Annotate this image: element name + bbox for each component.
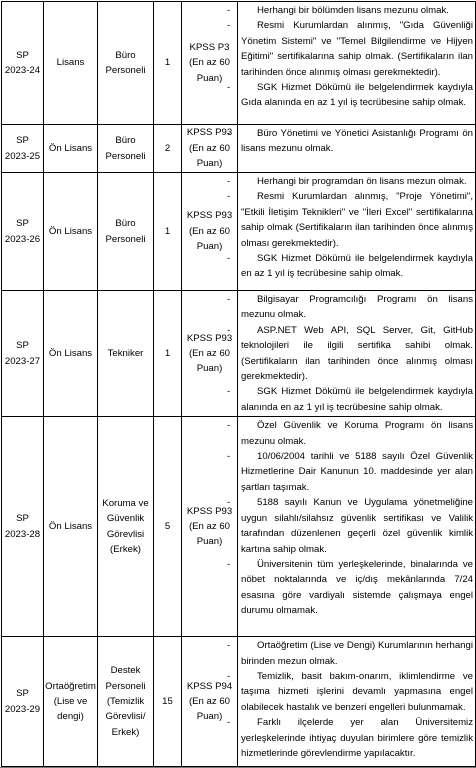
education-level-cell: [44, 291, 98, 417]
kpss-score-cell-line: Puan): [196, 241, 223, 253]
requirement-item: - 5188 sayılı Kanun ve Uygulama yönetmeliğine uygun silahlı/silahsız güvenlik sertifikası ve Valilik tarafından düzenlenen geçerli özel güvenlik kimlik kartına sahip olmak.: [241, 495, 473, 557]
kpss-score-cell-line: KPSS P93: [186, 127, 233, 139]
requirements-list: [241, 292, 473, 415]
quota-count-cell-value: 5: [164, 521, 171, 533]
quota-count-cell: [154, 291, 182, 417]
requirement-item: - Bilgisayar Programcılığı Programı ön lisans mezunu olmak.: [241, 292, 473, 323]
ilan-code-cell: [2, 125, 44, 173]
requirements-cell: [238, 173, 476, 291]
position-title-cell: [98, 291, 154, 417]
requirements-cell: [238, 291, 476, 417]
requirement-item: - 10/06/2004 tarihli ve 5188 sayılı Özel Güvenlik Hizmetlerine Dair Kanunun 10. maddesinde yer alan şartları taşımak.: [241, 449, 473, 495]
ilan-code-cell-line: 2023-27: [4, 355, 41, 367]
ilan-code-cell-line: SP: [16, 135, 29, 147]
ilan-code-cell-line: 2023-24: [4, 65, 41, 76]
requirements-list: [241, 418, 473, 618]
requirement-item: - Büro Yönetimi ve Yönetici Asistanlığı Programı ön lisans mezunu olmak.: [241, 126, 473, 157]
requirement-item: - Ortaöğretim (Lise ve Dengi) Kurumlarının herhangi birinden mezun olmak.: [241, 638, 473, 669]
kpss-score-cell-line: KPSS P94: [186, 680, 233, 692]
position-title-cell-line: Koruma ve: [102, 497, 149, 509]
education-level-cell: [44, 637, 98, 767]
requirement-item: - Üniversitenin tüm yerleşkelerinde, binalarında ve nöbet noktalarında ve iç/dış mekânlarında 7/24 esasına göre vardiyalı sistemde çalışmaya engel durumu olmamak.: [241, 557, 473, 619]
position-title-cell: [98, 125, 154, 173]
requirement-item: - SGK Hizmet Dökümü ile belgelendirmek kaydıyla en az 1 yıl iş tecrübesine sahip olmak.: [241, 251, 473, 282]
quota-count-cell: [154, 417, 182, 637]
table-row: [2, 173, 476, 291]
education-level-cell: [44, 417, 98, 637]
position-requirements-table: [1, 1, 476, 767]
education-level-cell-line: Ön Lisans: [48, 347, 93, 359]
kpss-score-cell-line: KPSS P3: [189, 41, 230, 53]
position-title-cell-line: Büro: [115, 218, 136, 230]
kpss-score-cell-line: Puan): [196, 536, 223, 548]
education-level-cell: [44, 125, 98, 173]
quota-count-cell: [154, 637, 182, 767]
quota-count-cell: [154, 125, 182, 173]
requirements-list: [241, 126, 473, 157]
position-title-cell-line: Büro: [115, 49, 136, 61]
kpss-score-cell-line: (En az 60: [188, 347, 231, 359]
ilan-code-cell: [2, 417, 44, 637]
requirement-item: - Herhangi bir bölümden lisans mezunu olmak.: [241, 3, 473, 18]
requirements-list: [241, 638, 473, 761]
education-level-cell-line: Ön Lisans: [48, 142, 93, 154]
requirement-item: - SGK Hizmet Dökümü ile belgelendirmek kaydıyla alanında en az 1 yıl iş tecrübesine sahip olmak.: [241, 384, 473, 415]
ilan-code-cell: [2, 291, 44, 417]
education-level-cell-line: dengi): [57, 711, 84, 723]
kpss-score-cell-line: (En az 60: [188, 57, 231, 69]
position-title-cell-line: Güvenlik: [106, 513, 145, 525]
ilan-code-cell: [2, 637, 44, 767]
position-title-cell-line: Personeli: [105, 680, 146, 692]
education-level-cell: [44, 173, 98, 291]
ilan-code-cell: [2, 2, 44, 125]
ilan-code-cell-line: SP: [16, 688, 29, 700]
requirement-item: - Resmi Kurumlardan alınmış, "Proje Yönetimi", "Etkili İletişim Teknikleri" ve "İleri Excel" sertifikalarına sahip olmak (Sertifikaların ilan tarihinden önce alınmış olması gerekmektedir).: [241, 189, 473, 251]
education-level-cell: [44, 2, 98, 125]
position-title-cell-line: Tekniker: [107, 347, 144, 359]
kpss-score-cell-line: KPSS P93: [186, 332, 233, 344]
position-title-cell-line: Personeli: [105, 150, 146, 162]
ilan-code-cell-line: SP: [16, 340, 29, 352]
education-level-cell-line: Ortaöğretim: [45, 680, 96, 692]
kpss-score-cell-line: (En az 60: [188, 225, 231, 237]
ilan-code-cell-line: 2023-25: [4, 150, 41, 162]
education-level-cell-line: Lisans: [56, 57, 85, 69]
position-title-cell-line: Personeli: [105, 233, 146, 245]
requirement-item: - ASP.NET Web API, SQL Server, Git, GitHub teknolojileri ile ilgili sertifika sahibi olmak. (Sertifikaların ilan tarihinden önce alınmış olması gerekmektedir).: [241, 323, 473, 385]
kpss-score-cell-line: KPSS P93: [186, 505, 233, 517]
education-level-cell-line: (Lise ve: [53, 696, 88, 708]
ilan-code-cell-line: 2023-29: [4, 703, 41, 715]
table-row: [2, 291, 476, 417]
quota-count-cell-value: 2: [164, 142, 171, 154]
quota-count-cell: [154, 173, 182, 291]
requirements-cell: [238, 125, 476, 173]
kpss-score-cell-line: (En az 60: [188, 521, 231, 533]
requirement-item: - Farklı ilçelerde yer alan Üniversitemiz yerleşkelerinde ihtiyaç duyulan birimlere göre temizlik hizmetlerinde görevlendirme yapılacaktır.: [241, 715, 473, 761]
table-row: [2, 637, 476, 767]
education-level-cell-line: Ön Lisans: [48, 521, 93, 533]
position-title-cell-line: Destek: [110, 665, 141, 677]
table-body: [2, 2, 476, 767]
position-title-cell-line: (Temizlik: [106, 696, 145, 708]
requirements-list: [241, 3, 473, 111]
requirement-item: - Resmi Kurumlardan alınmış, "Gıda Güvenliği Yönetim Sistemi" ve "Temel Bilgilendirme ve Hijyen Eğitimi" sertifikalarına sahip olmak. (Sertifikaların ilan tarihinden önce alınmış olması gerekmektedir).: [241, 18, 473, 80]
table-row: [2, 417, 476, 637]
kpss-score-cell-line: (En az 60: [188, 696, 231, 708]
kpss-score-cell-line: KPSS P93: [186, 210, 233, 222]
ilan-code-cell-line: SP: [16, 513, 29, 525]
kpss-score-cell-line: Puan): [196, 72, 223, 84]
quota-count-cell: [154, 2, 182, 125]
position-title-cell-line: Personeli: [105, 65, 146, 76]
requirement-item: - Özel Güvenlik ve Koruma Programı ön lisans mezunu olmak.: [241, 418, 473, 449]
kpss-score-cell-line: Puan): [196, 363, 223, 375]
requirement-item: - Herhangi bir programdan ön lisans mezun olmak.: [241, 174, 473, 189]
position-title-cell-line: Görevlisi: [106, 528, 145, 540]
position-title-cell: [98, 637, 154, 767]
table-row: [2, 125, 476, 173]
kpss-score-cell-line: Puan): [196, 158, 223, 170]
position-title-cell: [98, 173, 154, 291]
requirements-cell: [238, 417, 476, 637]
requirements-cell: [238, 637, 476, 767]
ilan-code-cell-line: SP: [16, 49, 29, 61]
kpss-score-cell-line: (En az 60: [188, 142, 231, 154]
requirements-list: [241, 174, 473, 282]
ilan-code-cell: [2, 173, 44, 291]
requirement-item: - Temizlik, basit bakım-onarım, iklimlendirme ve taşıma hizmeti işlerini devamlı yapmasına engel olabilecek hastalık ve benzeri engelleri bulunmamak.: [241, 669, 473, 715]
ilan-code-cell-line: 2023-28: [4, 528, 41, 540]
quota-count-cell-value: 15: [162, 696, 173, 708]
position-title-cell-line: Büro: [115, 135, 136, 147]
requirement-item: - SGK Hizmet Dökümü ile belgelendirmek kaydıyla Gıda alanında en az 1 yıl iş tecrübesine sahip olmak.: [241, 80, 473, 111]
ilan-code-cell-line: SP: [16, 218, 29, 230]
requirements-cell: [238, 2, 476, 125]
kpss-score-cell-line: Puan): [196, 711, 223, 723]
quota-count-cell-value: 1: [164, 347, 171, 359]
position-title-cell-line: Erkek): [111, 726, 140, 738]
position-title-cell-line: (Erkek): [110, 544, 141, 556]
position-title-cell: [98, 2, 154, 125]
position-title-cell-line: Görevlisi/: [105, 711, 146, 723]
position-title-cell: [98, 417, 154, 637]
kpss-score-cell: [182, 637, 238, 767]
table-row: [2, 2, 476, 125]
quota-count-cell-value: 1: [164, 57, 171, 69]
education-level-cell-line: Ön Lisans: [48, 225, 93, 237]
ilan-code-cell-line: 2023-26: [4, 233, 41, 245]
quota-count-cell-value: 1: [164, 225, 171, 237]
